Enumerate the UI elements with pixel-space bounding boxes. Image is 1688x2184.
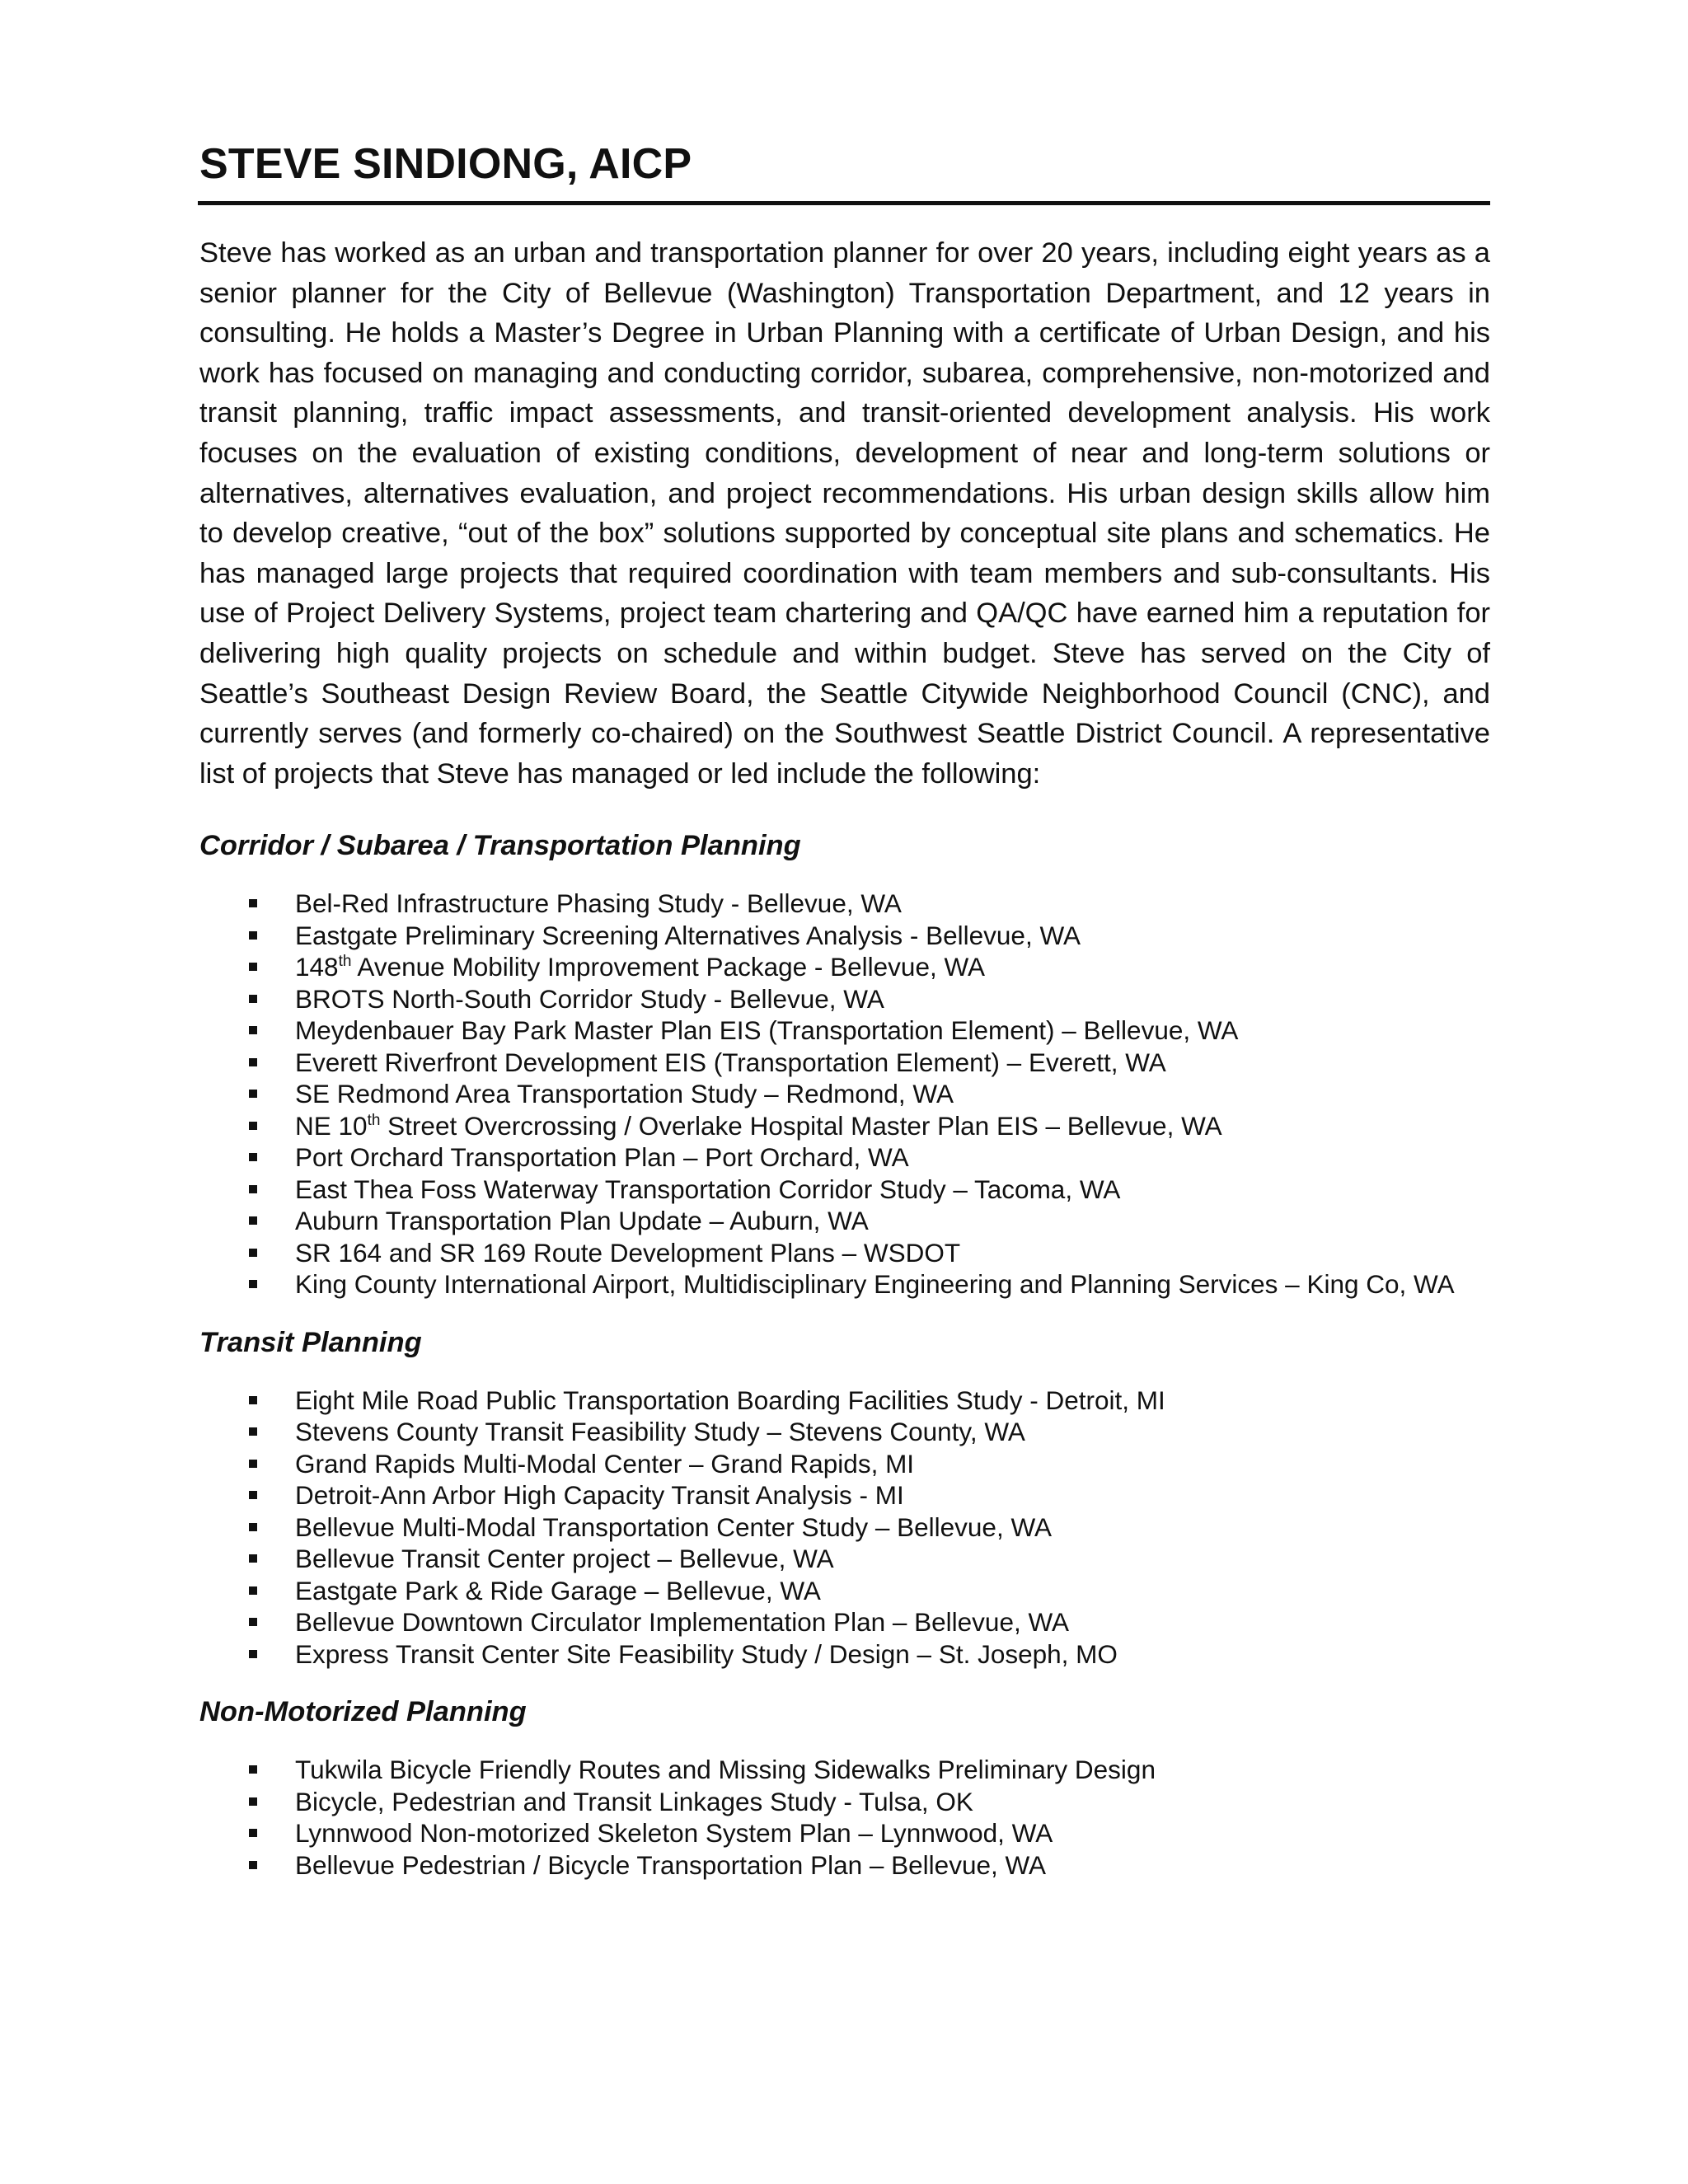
list-item (198, 920, 1490, 952)
list-item (198, 951, 1490, 983)
bullet-icon (249, 1491, 257, 1499)
bullet-icon (249, 1460, 257, 1468)
bullet-icon (249, 1650, 257, 1658)
list-item-text: Bellevue Transit Center project – Bellevue, WA (295, 1544, 834, 1574)
bullet-icon (249, 1586, 257, 1595)
list-item (198, 1511, 1490, 1544)
list-item-text: Bellevue Downtown Circulator Implementation Plan – Bellevue, WA (295, 1607, 1070, 1638)
list-item-text: SE Redmond Area Transportation Study – Redmond, WA (295, 1079, 954, 1109)
list-item-text: Port Orchard Transportation Plan – Port Orchard, WA (295, 1142, 909, 1173)
list-item (198, 1047, 1490, 1079)
bullet-icon (249, 963, 257, 971)
bullet-icon (249, 1216, 257, 1225)
list-item-text: Grand Rapids Multi-Modal Center – Grand Rapids, MI (295, 1448, 915, 1479)
bullet-icon (249, 1765, 257, 1774)
bullet-icon (249, 1797, 257, 1806)
bullet-icon (249, 1396, 257, 1404)
list-item-text: East Thea Foss Waterway Transportation Corridor Study – Tacoma, WA (295, 1174, 1121, 1204)
list-item-text: SR 164 and SR 169 Route Development Plans – WSDOT (295, 1237, 961, 1268)
list-item (198, 1638, 1490, 1671)
section-heading-transit-planning: Transit Planning (199, 1326, 422, 1358)
list-item-text: Tukwila Bicycle Friendly Routes and Missing Sidewalks Preliminary Design (295, 1755, 1156, 1785)
list-item-text: Bel-Red Infrastructure Phasing Study - Bellevue, WA (295, 888, 902, 919)
bullet-icon (249, 1829, 257, 1837)
list-item-text: BROTS North-South Corridor Study - Bellevue, WA (295, 983, 884, 1014)
list-item-text: Bicycle, Pedestrian and Transit Linkages Study - Tulsa, OK (295, 1786, 973, 1816)
list-item (198, 1606, 1490, 1638)
list-item-text: Eastgate Preliminary Screening Alternatives Analysis - Bellevue, WA (295, 920, 1081, 950)
list-item-text: 148 (295, 952, 339, 982)
list-item (198, 1575, 1490, 1607)
project-list-transit-planning (198, 1385, 1490, 1671)
list-item (198, 983, 1490, 1015)
bullet-icon (249, 1554, 257, 1563)
list-item-text: Avenue Mobility Improvement Package - Bellevue, WA (351, 952, 986, 982)
bullet-icon (249, 1523, 257, 1531)
bullet-icon (249, 1122, 257, 1130)
resume-page (198, 138, 1490, 1881)
section-heading-corridor-planning: Corridor / Subarea / Transportation Planning (199, 830, 801, 862)
project-list-non-motorized-planning (198, 1754, 1490, 1881)
list-item (198, 1849, 1490, 1882)
list-item-text: Street Overcrossing / Overlake Hospital Master Plan EIS – Bellevue, WA (380, 1110, 1222, 1141)
title-divider (198, 201, 1490, 205)
bullet-icon (249, 1058, 257, 1066)
list-item (198, 1416, 1490, 1448)
list-item-text: Eight Mile Road Public Transportation Boarding Facilities Study - Detroit, MI (295, 1385, 1165, 1415)
list-item (198, 1078, 1490, 1110)
bullet-icon (249, 899, 257, 907)
list-item (198, 1141, 1490, 1174)
bullet-icon (249, 1153, 257, 1161)
project-list-corridor-planning (198, 888, 1490, 1301)
bio-paragraph: Steve has worked as an urban and transportation planner for over 20 years, including eight years as a senior planner for the City of Bellevue (Washington) Transportation Department, and 12 years in consulting. He holds a Master’s Degree in Urban Planning with a certificate of Urban Design, and his work has focused on managing and conducting corridor, subarea, comprehensive, non-motorized and transit planning, traffic impact assessments, and transit-oriented development analysis. His work focuses on the evaluation of existing conditions, development of near and long-term solutions or alternatives, alternatives evaluation, and project recommendations. His urban design skills allow him to develop creative, “out of the box” solutions supported by conceptual site plans and schematics. He has managed large projects that required coordination with team members and sub-consultants. His use of Project Delivery Systems, project team chartering and QA/QC have earned him a reputation for delivering high quality projects on schedule and within budget. Steve has served on the City of Seattle’s Southeast Design Review Board, the Seattle Citywide Neighborhood Council (CNC), and currently serves (and formerly co-chaired) on the Southwest Seattle District Council. A representative list of projects that Steve has managed or led include the following: (199, 237, 1490, 790)
ordinal-superscript: th (367, 1111, 381, 1129)
list-item (198, 1174, 1490, 1206)
list-item-text: Auburn Transportation Plan Update – Auburn, WA (295, 1206, 869, 1236)
bullet-icon (249, 995, 257, 1003)
list-item (198, 1205, 1490, 1237)
bullet-icon (249, 1618, 257, 1626)
list-item-text: Detroit-Ann Arbor High Capacity Transit Analysis - MI (295, 1480, 904, 1511)
list-item (198, 888, 1490, 920)
list-item (198, 1237, 1490, 1269)
bullet-icon (249, 1026, 257, 1034)
list-item-text: Bellevue Pedestrian / Bicycle Transportation Plan – Bellevue, WA (295, 1849, 1047, 1880)
ordinal-superscript: th (338, 953, 352, 971)
list-item-text: Meydenbauer Bay Park Master Plan EIS (Transportation Element) – Bellevue, WA (295, 1015, 1239, 1046)
list-item (198, 1015, 1490, 1047)
list-item-text: Lynnwood Non-motorized Skeleton System Plan – Lynnwood, WA (295, 1818, 1053, 1849)
bullet-icon (249, 1249, 257, 1257)
list-item (198, 1817, 1490, 1849)
page-title: STEVE SINDIONG, AICP (199, 140, 692, 188)
bullet-icon (249, 1090, 257, 1098)
list-item (198, 1754, 1490, 1786)
list-item-text: Stevens County Transit Feasibility Study – Stevens County, WA (295, 1417, 1025, 1447)
bullet-icon (249, 1280, 257, 1288)
list-item (198, 1786, 1490, 1818)
list-item-text: Express Transit Center Site Feasibility Study / Design – St. Joseph, MO (295, 1638, 1118, 1669)
list-item-text: Eastgate Park & Ride Garage – Bellevue, WA (295, 1575, 821, 1605)
list-item-text: Everett Riverfront Development EIS (Transportation Element) – Everett, WA (295, 1047, 1166, 1077)
section-heading-non-motorized-planning: Non-Motorized Planning (199, 1696, 527, 1728)
list-item (198, 1543, 1490, 1575)
list-item (198, 1448, 1490, 1480)
bullet-icon (249, 1185, 257, 1193)
list-item (198, 1385, 1490, 1417)
list-item (198, 1268, 1490, 1301)
list-item-text: King County International Airport, Multidisciplinary Engineering and Planning Services – King Co, WA (295, 1269, 1455, 1300)
bullet-icon (249, 931, 257, 940)
list-item (198, 1110, 1490, 1142)
bullet-icon (249, 1861, 257, 1869)
list-item-text: Bellevue Multi-Modal Transportation Center Study – Bellevue, WA (295, 1511, 1053, 1542)
list-item-text: NE 10 (295, 1110, 368, 1141)
bullet-icon (249, 1427, 257, 1436)
list-item (198, 1479, 1490, 1511)
